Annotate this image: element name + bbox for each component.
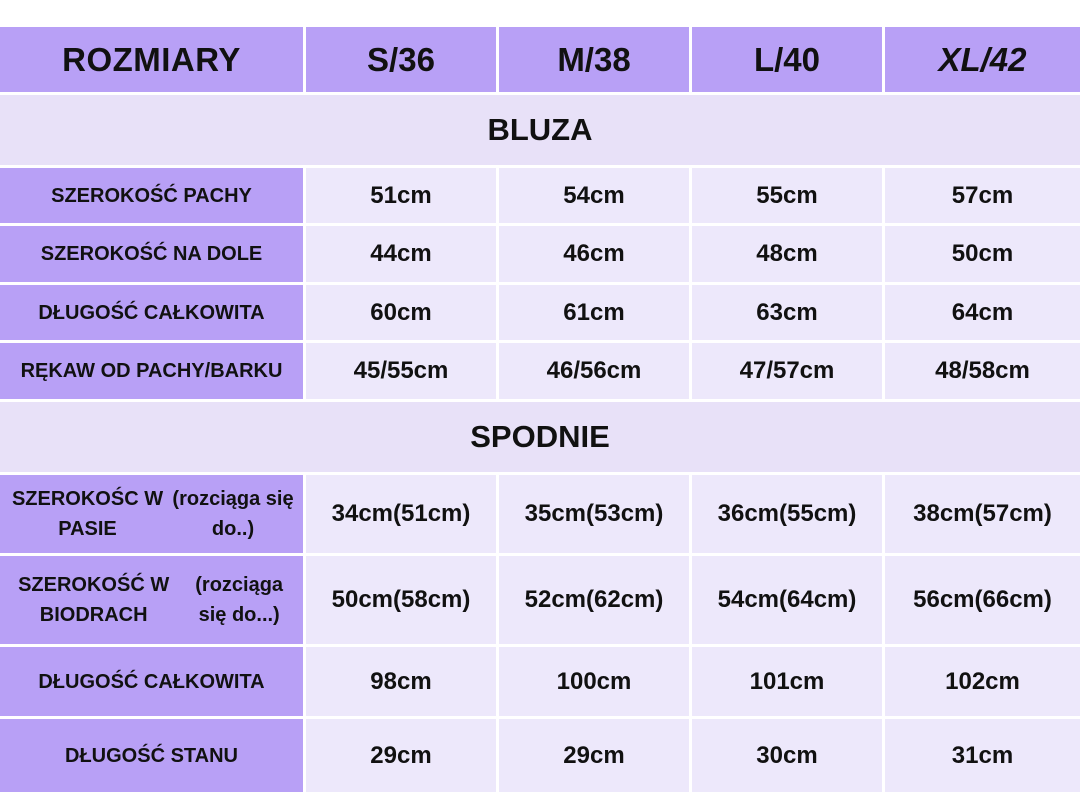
row-label-main: SZEROKOŚC W PASIE [11,488,164,540]
value-cell: 63cm [692,285,885,343]
value-cell: 64cm [885,285,1080,343]
value-cell: 60cm [306,285,499,343]
value-cell: 51cm [306,168,499,226]
section-title-bluza: BLUZA [0,95,1080,168]
row-label-main: SZEROKOŚĆ W BIODRACH [18,574,170,626]
value-cell: 48/58cm [885,343,1080,402]
row-label [0,556,306,647]
value-cell: 54cm [499,168,692,226]
value-cell: 38cm(57cm) [885,475,1080,556]
row-label: DŁUGOŚĆ CAŁKOWITA [0,285,306,343]
value-cell: 44cm [306,226,499,285]
value-cell: 61cm [499,285,692,343]
row-label-note: (rozciąga się do...) [195,574,284,626]
value-cell: 55cm [692,168,885,226]
value-cell: 50cm [885,226,1080,285]
value-cell: 36cm(55cm) [692,475,885,556]
value-cell: 98cm [306,647,499,719]
value-cell: 45/55cm [306,343,499,402]
value-cell: 52cm(62cm) [499,556,692,647]
row-label: RĘKAW OD PACHY/BARKU [0,343,306,402]
value-cell: 30cm [692,719,885,795]
value-cell: 46/56cm [499,343,692,402]
row-label: SZEROKOŚĆ NA DOLE [0,226,306,285]
value-cell: 29cm [306,719,499,795]
row-label: SZEROKOŚĆ PACHY [0,168,306,226]
value-cell: 56cm(66cm) [885,556,1080,647]
value-cell: 47/57cm [692,343,885,402]
section-title-spodnie: SPODNIE [0,402,1080,475]
value-cell: 50cm(58cm) [306,556,499,647]
row-label [0,475,306,556]
header-size-s: S/36 [306,27,499,95]
value-cell: 102cm [885,647,1080,719]
header-size-xl: XL/42 [885,27,1080,95]
value-cell: 54cm(64cm) [692,556,885,647]
value-cell: 46cm [499,226,692,285]
value-cell: 31cm [885,719,1080,795]
value-cell: 100cm [499,647,692,719]
header-size-l: L/40 [692,27,885,95]
row-label: DŁUGOŚĆ CAŁKOWITA [0,647,306,719]
value-cell: 48cm [692,226,885,285]
value-cell: 35cm(53cm) [499,475,692,556]
value-cell: 34cm(51cm) [306,475,499,556]
size-chart-table [0,27,1080,795]
row-label: DŁUGOŚĆ STANU [0,719,306,795]
value-cell: 29cm [499,719,692,795]
value-cell: 57cm [885,168,1080,226]
header-label: ROZMIARY [0,27,306,95]
value-cell: 101cm [692,647,885,719]
header-size-m: M/38 [499,27,692,95]
row-label-note: (rozciąga się do..) [172,488,294,540]
